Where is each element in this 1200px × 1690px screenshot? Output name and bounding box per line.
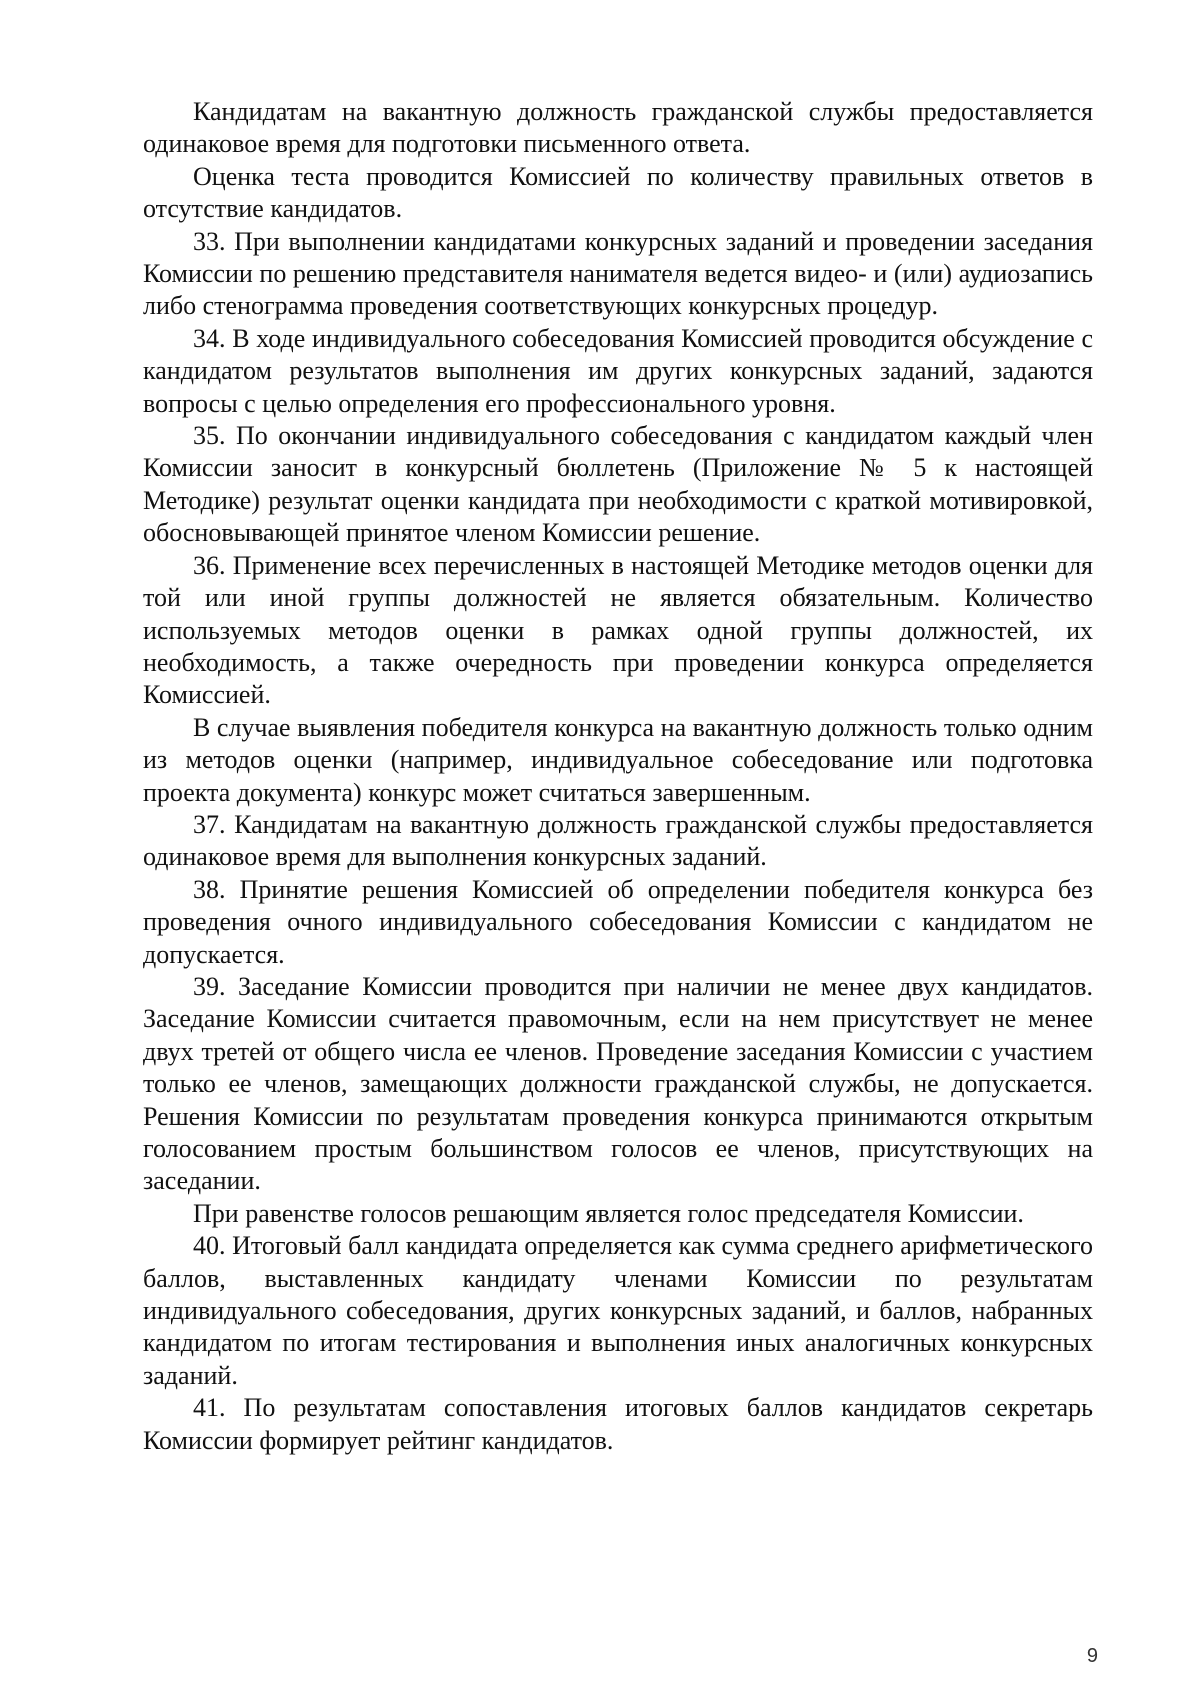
paragraph-39: 39. Заседание Комиссии проводится при наличии не менее двух кандидатов. Заседание Комиссии считается правомочным, если на нем присутствует не менее двух третей от общего числа ее членов. Проведение заседания Комиссии с участием только ее членов, замещающих должности гражданской службы, не допускается. Решения Комиссии по результатам проведения конкурса принимаются открытым голосованием простым большинством голосов ее членов, присутствующих на заседании. — [143, 971, 1093, 1196]
paragraph-35: 35. По окончании индивидуального собеседования с кандидатом каждый член Комиссии заносит в конкурсный бюллетень (Приложение № 5 к настоящей Методике) результат оценки кандидата при необходимости с краткой мотивировкой, обосновывающей принятое членом Комиссии решение. — [143, 421, 1093, 548]
paragraph-winner-one-method: В случае выявления победителя конкурса на вакантную должность только одним из методов оценки (например, индивидуальное собеседование или подготовка проекта документа) конкурс может считаться завершенным. — [143, 712, 1093, 807]
document-body — [143, 96, 1093, 1457]
page-number: 9 — [1086, 1645, 1098, 1667]
paragraph-36: 36. Применение всех перечисленных в настоящей Методике методов оценки для той или иной группы должностей не является обязательным. Количество используемых методов оценки в рамках одной группы должностей, их необходимость, а также очередность при проведении конкурса определяется Комиссией. — [143, 550, 1093, 710]
paragraph-37: 37. Кандидатам на вакантную должность гражданской службы предоставляется одинаковое время для выполнения конкурсных заданий. — [143, 809, 1093, 872]
paragraph-41: 41. По результатам сопоставления итоговых баллов кандидатов секретарь Комиссии формирует рейтинг кандидатов. — [143, 1393, 1093, 1455]
paragraph-33: 33. При выполнении кандидатами конкурсных заданий и проведении заседания Комиссии по решению представителя нанимателя ведется видео- и (или) аудиозапись либо стенограмма проведения соответствующих конкурсных процедур. — [143, 226, 1093, 321]
paragraph-34: 34. В ходе индивидуального собеседования Комиссией проводится обсуждение с кандидатом результатов выполнения им других конкурсных заданий, задаются вопросы с целью определения его профессионального уровня. — [143, 323, 1093, 418]
paragraph-test-evaluation: Оценка теста проводится Комиссией по количеству правильных ответов в отсутствие кандидатов. — [143, 161, 1093, 224]
paragraph-38: 38. Принятие решения Комиссией об определении победителя конкурса без проведения очного индивидуального собеседования Комиссии с кандидатом не допускается. — [143, 874, 1093, 969]
paragraph-40: 40. Итоговый балл кандидата определяется как сумма среднего арифметического баллов, выставленных кандидату членами Комиссии по результатам индивидуального собеседования, других конкурсных заданий, и баллов, набранных кандидатом по итогам тестирования и выполнения иных аналогичных конкурсных заданий. — [143, 1231, 1093, 1390]
paragraph-equal-votes: При равенстве голосов решающим является голос председателя Комиссии. — [193, 1198, 1024, 1228]
paragraph-candidates-time-written: Кандидатам на вакантную должность гражданской службы предоставляется одинаковое время для подготовки письменного ответа. — [143, 97, 1093, 159]
